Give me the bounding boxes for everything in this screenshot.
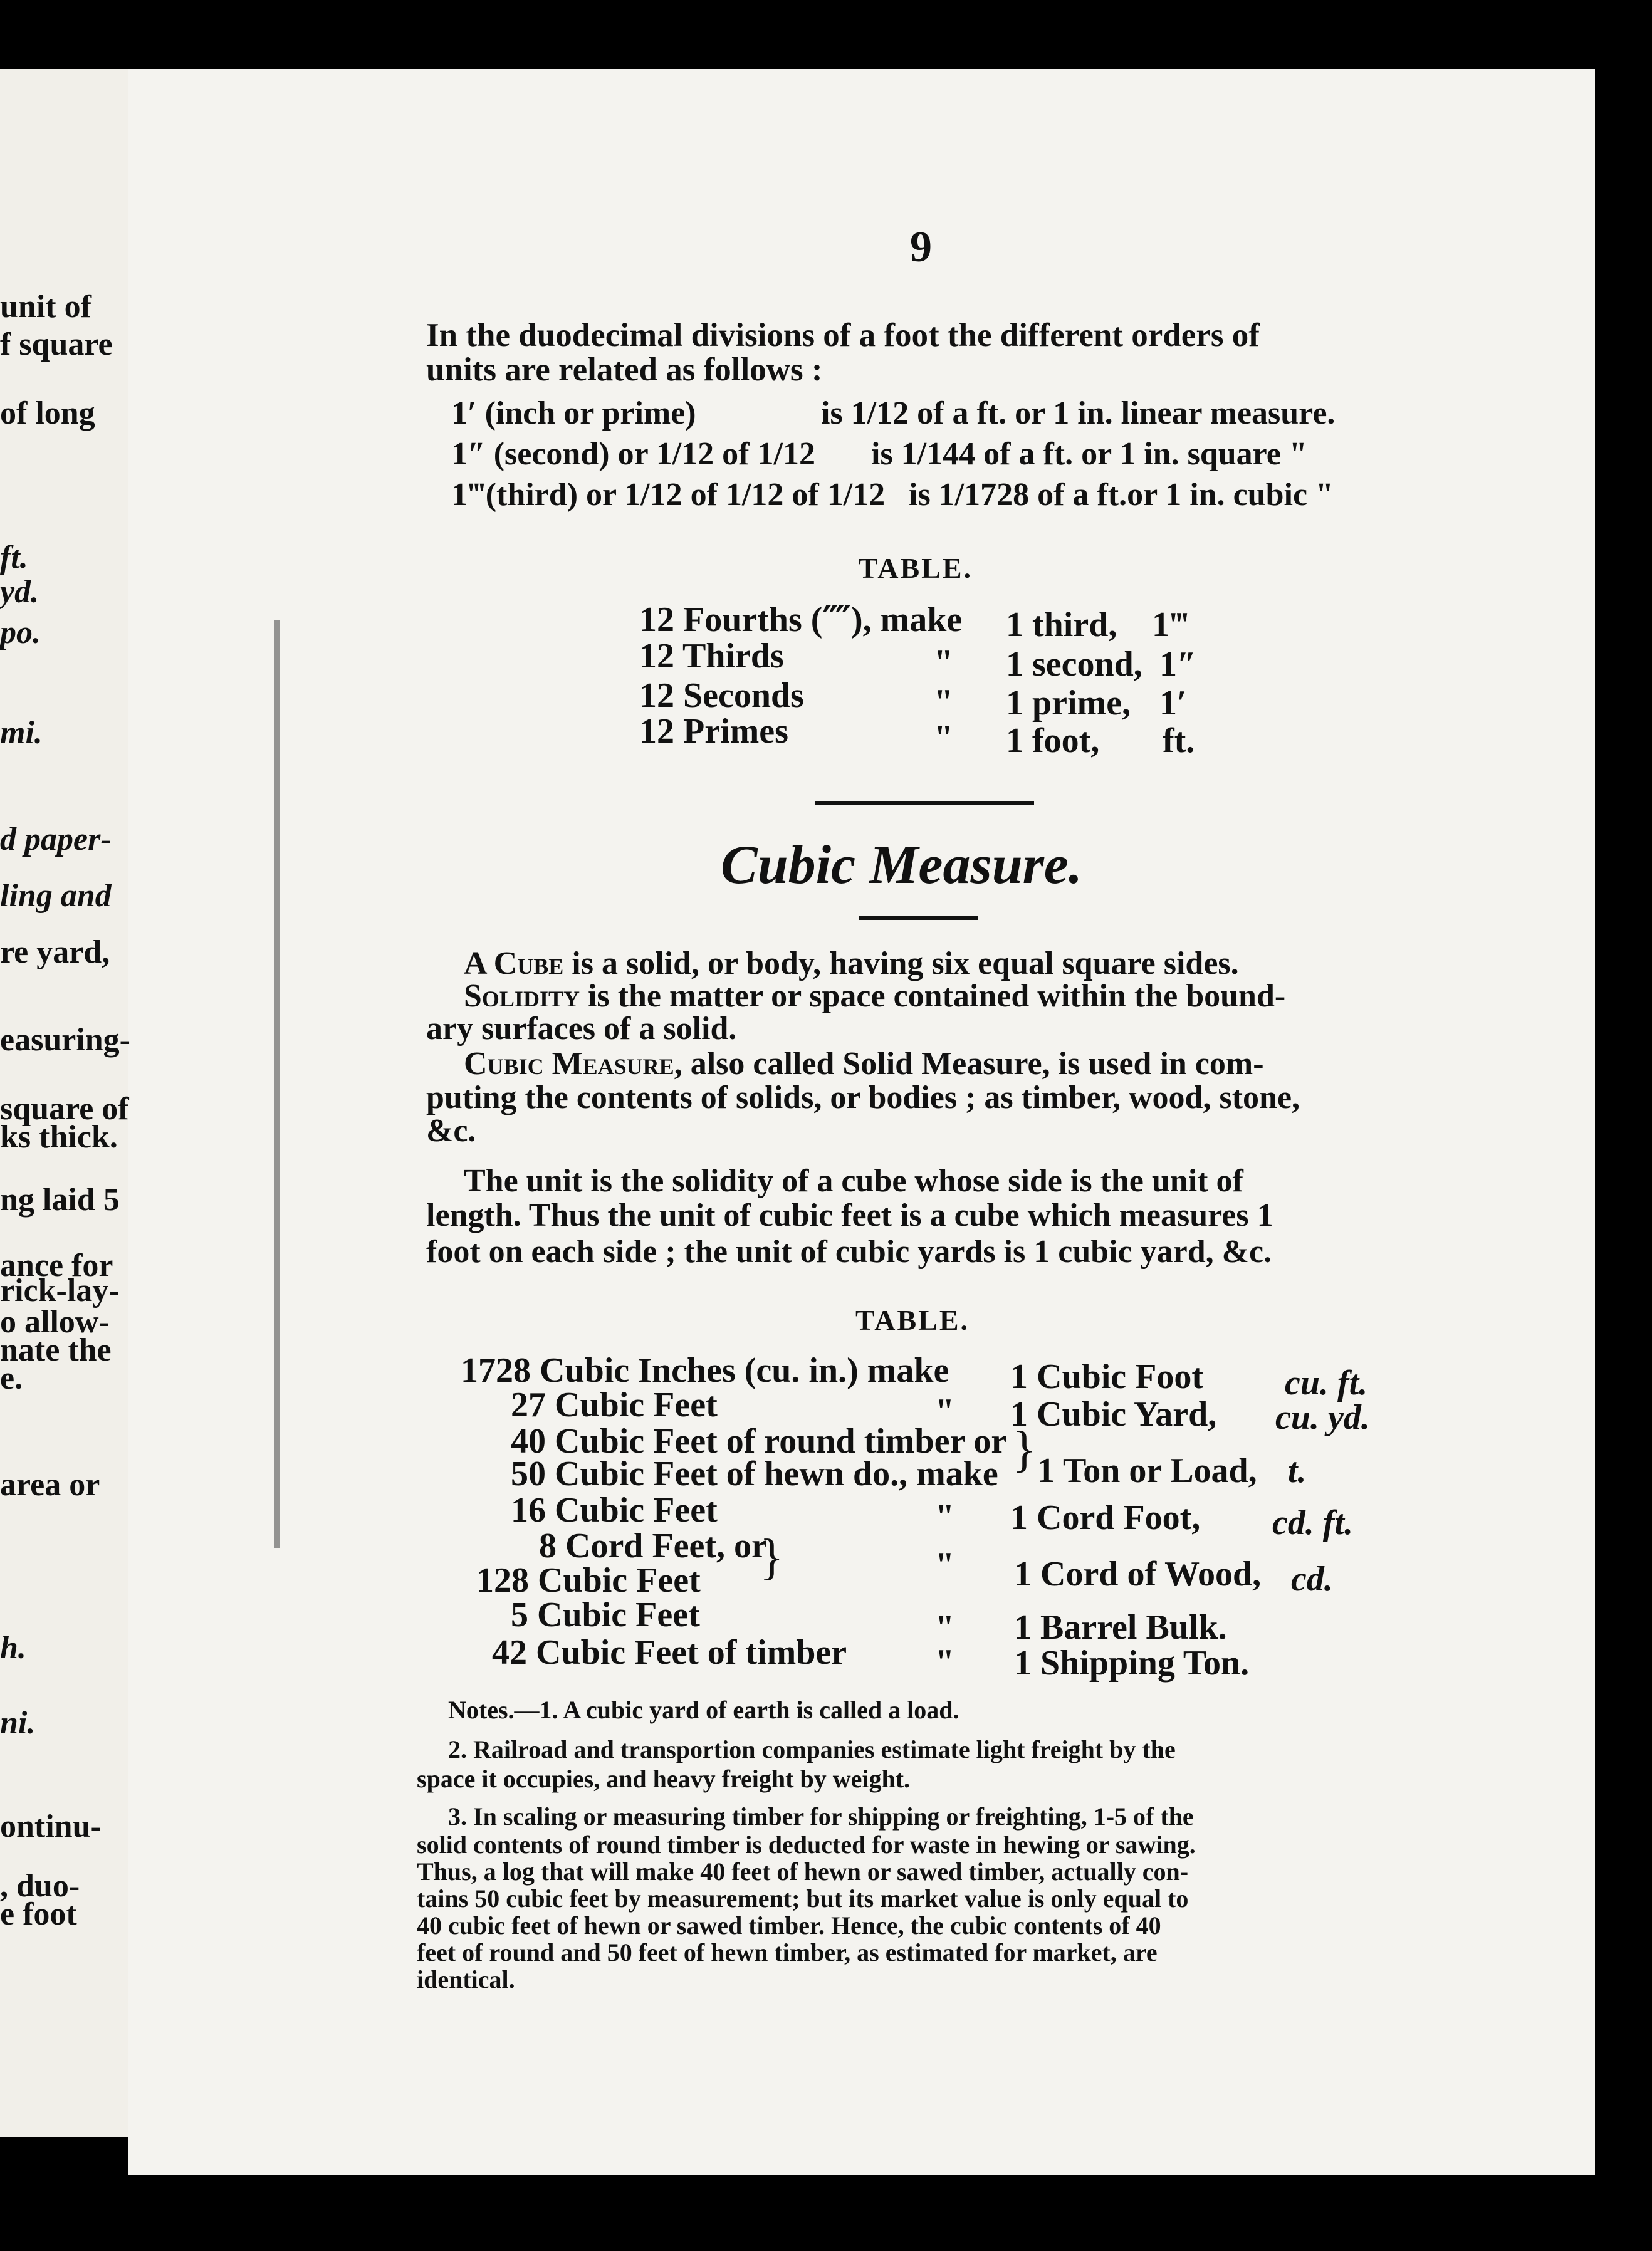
left-page-line: mi. bbox=[0, 715, 43, 751]
t2-row-2-ditto: " bbox=[935, 1392, 955, 1431]
left-page-line: , duo- bbox=[0, 1868, 80, 1904]
t2-row-4-left: 50 Cubic Feet of hewn do., make bbox=[511, 1455, 998, 1493]
t2-row-8-right: 1 Barrel Bulk. bbox=[1014, 1608, 1227, 1647]
t2-row-2-left: 27 Cubic Feet bbox=[511, 1386, 718, 1424]
t1-row-3-abbr: 1′ bbox=[1159, 684, 1187, 723]
left-page-line: rick-lay- bbox=[0, 1273, 120, 1308]
duo-row-2-a: 1″ (second) or 1/12 of 1/12 bbox=[451, 436, 815, 472]
t2-row-7-left: 128 Cubic Feet bbox=[476, 1561, 701, 1600]
note-3-line-6: feet of round and 50 feet of hewn timber, as estimated for market, are bbox=[417, 1938, 1158, 1966]
t1-row-3-ditto: " bbox=[934, 682, 954, 721]
table1-heading: TABLE. bbox=[859, 552, 973, 584]
t1-row-1-right: 1 third, bbox=[1006, 605, 1117, 644]
t2-row-5-abbr: cd. ft. bbox=[1272, 1503, 1354, 1542]
note-3-line-7: identical. bbox=[417, 1965, 515, 1993]
t2-brace-1: } bbox=[1012, 1422, 1037, 1477]
definition-5: puting the contents of solids, or bodies ; as timber, wood, stone, bbox=[426, 1080, 1300, 1115]
section-title: Cubic Measure. bbox=[721, 835, 1082, 896]
t1-row-2-left: 12 Thirds bbox=[639, 637, 784, 676]
left-page-line: ft. bbox=[0, 540, 28, 575]
left-page-line: ontinu- bbox=[0, 1809, 102, 1844]
duo-row-1-b: is 1/12 of a ft. or 1 in. linear measure. bbox=[821, 395, 1336, 431]
t1-row-4-ditto: " bbox=[934, 718, 954, 757]
left-page-line: ling and bbox=[0, 878, 112, 914]
left-page-line: of long bbox=[0, 395, 95, 431]
definition-2: Solidity is the matter or space contained within the bound- bbox=[464, 978, 1286, 1014]
t1-row-1-left: 12 Fourths (⁗), make bbox=[639, 600, 963, 639]
t2-row-8-left: 5 Cubic Feet bbox=[511, 1596, 700, 1634]
left-page-line: square of bbox=[0, 1091, 129, 1127]
left-page-line: ng laid 5 bbox=[0, 1182, 120, 1218]
intro-line-2: units are related as follows : bbox=[426, 352, 823, 388]
t1-row-4-abbr: ft. bbox=[1163, 721, 1195, 760]
t2-row-9-right: 1 Shipping Ton. bbox=[1014, 1644, 1250, 1683]
left-page-line: re yard, bbox=[0, 934, 110, 970]
t2-row-6-left: 8 Cord Feet, or bbox=[539, 1527, 767, 1565]
t2-row-2-right: 1 Cubic Yard, bbox=[1010, 1395, 1217, 1434]
left-page-line: unit of bbox=[0, 289, 91, 325]
t2-row-5-ditto: " bbox=[935, 1497, 955, 1536]
page-fold-line bbox=[274, 620, 280, 1548]
note-3-line-5: 40 cubic feet of hewn or sawed timber. Hence, the cubic contents of 40 bbox=[417, 1911, 1161, 1940]
t1-row-4-left: 12 Primes bbox=[639, 712, 788, 751]
page-number: 9 bbox=[910, 223, 932, 271]
note-3-line-2: solid contents of round timber is deducted for waste in hewing or sawing. bbox=[417, 1831, 1196, 1859]
definition-4: Cubic Measure, also called Solid Measure, is used in com- bbox=[464, 1046, 1264, 1082]
t2-row-8-ditto: " bbox=[935, 1608, 955, 1647]
left-page-line: o allow- bbox=[0, 1304, 110, 1340]
t1-row-2-abbr: 1″ bbox=[1159, 645, 1196, 684]
note-3-line-1: 3. In scaling or measuring timber for shipping or freighting, 1-5 of the bbox=[448, 1802, 1194, 1831]
t2-row-2-abbr: cu. yd. bbox=[1275, 1398, 1370, 1437]
t1-row-3-right: 1 prime, bbox=[1006, 684, 1131, 723]
left-page-line: yd. bbox=[0, 574, 39, 610]
intro-line-1: In the duodecimal divisions of a foot the different orders of bbox=[426, 317, 1260, 353]
t2-row-7-ditto: " bbox=[935, 1545, 955, 1584]
note-3-line-3: Thus, a log that will make 40 feet of hewn or sawed timber, actually con- bbox=[417, 1857, 1189, 1886]
left-page-line: ni. bbox=[0, 1705, 36, 1741]
definition-6: &c. bbox=[426, 1113, 476, 1149]
t2-row-7-right: 1 Cord of Wood, bbox=[1014, 1555, 1262, 1594]
t2-row-1-left: 1728 Cubic Inches (cu. in.) make bbox=[461, 1351, 949, 1390]
t1-row-2-right: 1 second, bbox=[1006, 645, 1142, 684]
left-page-line: ance for bbox=[0, 1248, 113, 1283]
note-2-line-2: space it occupies, and heavy freight by weight. bbox=[417, 1765, 911, 1793]
t1-row-3-left: 12 Seconds bbox=[639, 676, 804, 715]
section-rule-top bbox=[815, 801, 1034, 805]
duo-row-3-b: is 1/1728 of a ft.or 1 in. cubic " bbox=[909, 477, 1334, 513]
t2-row-5-left: 16 Cubic Feet bbox=[511, 1491, 718, 1530]
t2-brace-2: } bbox=[760, 1530, 784, 1585]
left-page-line: f square bbox=[0, 326, 113, 362]
left-page-line: ks thick. bbox=[0, 1119, 118, 1155]
duo-row-1-a: 1′ (inch or prime) bbox=[451, 395, 696, 431]
left-page-line: easuring- bbox=[0, 1022, 130, 1058]
definition-1: A Cube is a solid, or body, having six equal square sides. bbox=[464, 946, 1239, 981]
left-page-line: nate the bbox=[0, 1332, 112, 1368]
left-page-line: d paper- bbox=[0, 822, 112, 857]
t2-row-9-ditto: " bbox=[935, 1643, 955, 1681]
t2-row-4-right: 1 Ton or Load, bbox=[1037, 1451, 1257, 1490]
t2-row-9-left: 42 Cubic Feet of timber bbox=[492, 1633, 847, 1672]
table2-heading: TABLE. bbox=[855, 1304, 970, 1336]
duo-row-3-a: 1‴(third) or 1/12 of 1/12 of 1/12 bbox=[451, 477, 886, 513]
note-2-line-1: 2. Railroad and transportion companies estimate light freight by the bbox=[448, 1735, 1176, 1763]
left-page-line: area or bbox=[0, 1467, 100, 1503]
definition-3: ary surfaces of a solid. bbox=[426, 1011, 737, 1047]
t1-row-1-abbr: 1‴ bbox=[1152, 605, 1189, 644]
unit-para-1: The unit is the solidity of a cube whose side is the unit of bbox=[464, 1163, 1243, 1199]
t2-row-1-abbr: cu. ft. bbox=[1285, 1364, 1368, 1402]
left-page-line: po. bbox=[0, 615, 41, 650]
t2-row-4-abbr: t. bbox=[1288, 1451, 1307, 1490]
duo-row-2-b: is 1/144 of a ft. or 1 in. square " bbox=[871, 436, 1307, 472]
t2-row-7-abbr: cd. bbox=[1291, 1560, 1333, 1599]
note-1: Notes.—1. A cubic yard of earth is called a load. bbox=[448, 1696, 959, 1724]
left-page-line: e foot bbox=[0, 1896, 77, 1932]
unit-para-3: foot on each side ; the unit of cubic yards is 1 cubic yard, &c. bbox=[426, 1234, 1272, 1270]
left-page-line: h. bbox=[0, 1630, 26, 1666]
note-3-line-4: tains 50 cubic feet by measurement; but its market value is only equal to bbox=[417, 1884, 1189, 1913]
t1-row-4-right: 1 foot, bbox=[1006, 721, 1100, 760]
t2-row-5-right: 1 Cord Foot, bbox=[1010, 1498, 1201, 1537]
t1-row-2-ditto: " bbox=[934, 643, 954, 682]
left-page-line: e. bbox=[0, 1361, 23, 1396]
t2-row-3-left: 40 Cubic Feet of round timber or bbox=[511, 1422, 1007, 1461]
unit-para-2: length. Thus the unit of cubic feet is a cube which measures 1 bbox=[426, 1198, 1273, 1233]
section-rule-bottom bbox=[859, 916, 978, 920]
t2-row-1-right: 1 Cubic Foot bbox=[1010, 1357, 1203, 1396]
